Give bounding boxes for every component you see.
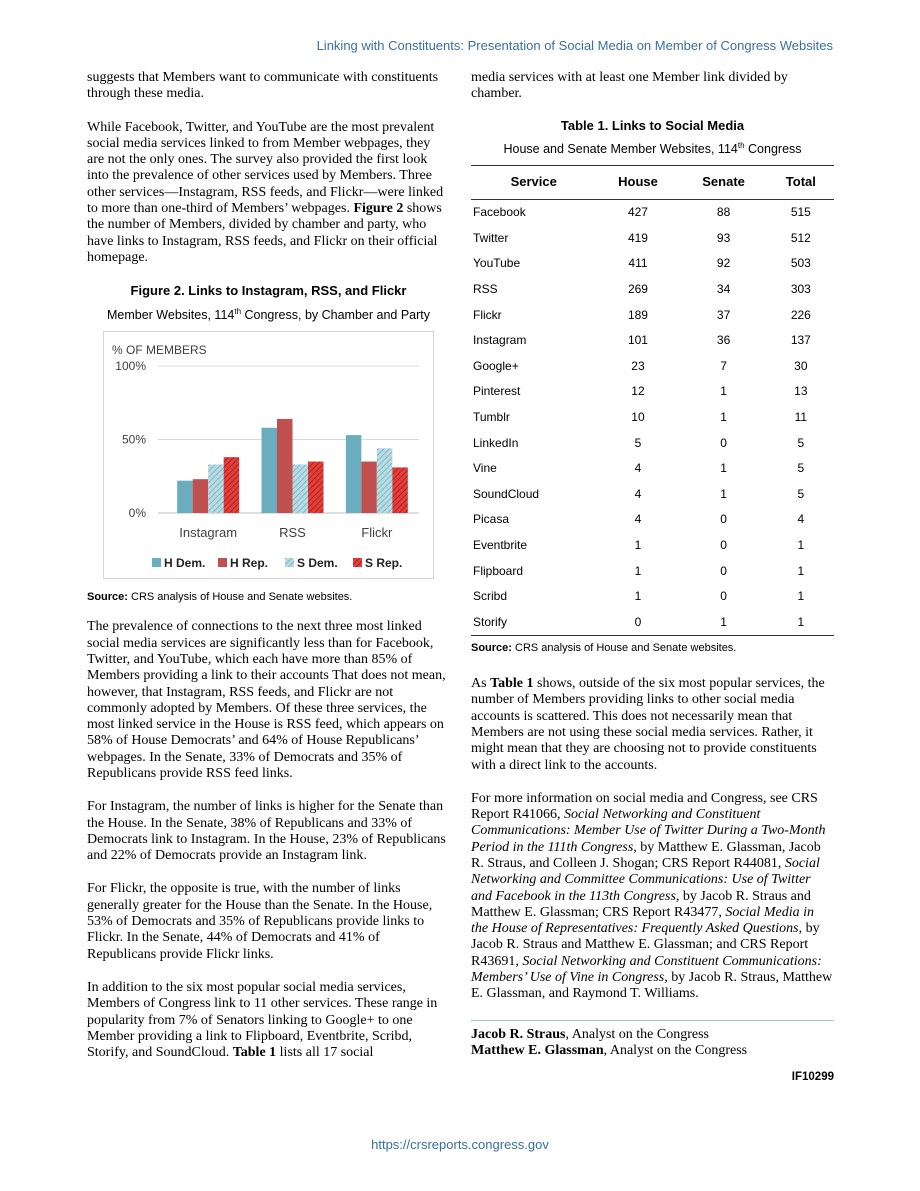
count-cell: 12 [631, 384, 645, 399]
bar-chart [104, 332, 433, 578]
service-cell: Facebook [473, 205, 526, 220]
count-cell: 11 [794, 410, 808, 425]
chart-container [103, 331, 434, 579]
count-cell: 4 [634, 512, 642, 527]
table-row [471, 276, 834, 302]
service-cell: Vine [473, 461, 497, 476]
count-cell: 515 [790, 205, 811, 220]
legend-label: S Rep. [365, 556, 403, 571]
service-cell: Scribd [473, 589, 508, 604]
count-cell: 4 [634, 461, 642, 476]
count-cell: 5 [797, 435, 805, 450]
count-cell: 37 [716, 307, 731, 322]
paragraph: media services with at least one Member link divided by chamber. [471, 70, 788, 102]
service-cell: Tumblr [473, 410, 510, 425]
count-cell: 88 [716, 205, 731, 220]
count-cell: 1 [720, 461, 727, 476]
source-text: CRS analysis of House and Senate websites. [127, 591, 353, 604]
bar-h-rep [193, 479, 209, 513]
legend-swatch [152, 558, 161, 567]
legend-label: H Dem. [164, 556, 206, 571]
text-run: lists all 17 social [276, 1045, 374, 1061]
table-source [471, 640, 834, 656]
x-tick-label: RSS [279, 525, 306, 541]
count-cell: 1 [720, 384, 727, 399]
text-run: shows the number of Members, divided by chamber and party, who have links to Instagram, RSS feeds, and Flickr on their official homepage. [87, 201, 442, 265]
count-cell: 36 [716, 333, 731, 348]
author-name: Jacob R. Straus [471, 1026, 566, 1042]
count-cell: 269 [627, 282, 648, 297]
count-cell: 1 [797, 563, 805, 578]
text-run: Congress, by Chamber and Party [241, 307, 431, 322]
paragraph: For Instagram, the number of links is higher for the Senate than the House. In the Senate, 38% of Republicans and 33% of Democrats link to Instagram. In the House, 23% of Republicans and 22% of Democrats provide an Instagram link. [87, 799, 446, 864]
service-cell: Flickr [473, 307, 502, 322]
bar-h-dem [262, 428, 278, 513]
legend-swatch [353, 558, 362, 567]
paragraph [471, 791, 834, 1003]
paragraph [87, 980, 450, 1061]
count-cell: 1 [634, 538, 642, 552]
superscript: th [737, 140, 745, 150]
service-cell: Storify [471, 609, 596, 635]
service-cell: LinkedIn [473, 435, 519, 450]
bar-s-dem [293, 465, 309, 514]
text-run: , by Jacob R. Straus, Matthew E. Glassman, and Raymond T. Williams. [471, 970, 833, 1002]
count-cell: 4 [797, 512, 805, 527]
count-cell: 0 [720, 589, 727, 604]
table-row [471, 404, 834, 430]
figure-subtitle [87, 304, 450, 323]
bar-s-rep [224, 457, 240, 513]
paragraph: For Flickr, the opposite is true, with the number of links generally greater for the House than the Senate. In the House, 53% of Democrats and 35% of Republicans provide links to Flickr. In the Senate, 44% of Democrats and 41% of Republicans provide Flickr links. [87, 881, 433, 962]
count-cell: 34 [716, 282, 731, 297]
service-cell: Picasa [473, 512, 510, 527]
count-cell: 0 [720, 435, 727, 450]
text-run: While Facebook, Twitter, and YouTube are the most prevalent social media services linked to from Member webpages, they are not the only ones. The survey also provided the first look into the prevalence of other services used by Members. Three other services—Instagram, RSS feeds, and Flickr—were linked to more than one-third of Members’ webpages. [87, 119, 444, 217]
table-row [471, 379, 834, 405]
count-cell: 1 [720, 486, 727, 501]
legend-swatch [285, 558, 294, 567]
figure-2 [87, 283, 450, 605]
count-cell: 303 [790, 282, 811, 297]
y-tick-label: 100% [115, 359, 146, 374]
count-cell: 101 [627, 333, 648, 348]
count-cell: 137 [790, 333, 811, 348]
table-reference: Table 1 [490, 676, 534, 692]
count-cell: 7 [720, 358, 727, 373]
report-code: IF10299 [791, 1071, 834, 1084]
table-row [471, 199, 834, 225]
text-run: , by Jacob R. Straus and Matthew E. Glassman; CRS Report R43477, [471, 888, 811, 920]
paragraph [87, 120, 450, 267]
column-header: House [596, 166, 679, 199]
count-cell: 4 [634, 486, 642, 501]
service-cell: RSS [473, 282, 498, 297]
count-cell: 1 [680, 609, 768, 635]
count-cell: 189 [627, 307, 648, 322]
text-run: House and Senate Member Websites, 114 [503, 142, 738, 157]
service-cell: SoundCloud [473, 486, 540, 501]
count-cell: 419 [627, 230, 648, 245]
text-run: Congress [744, 142, 802, 157]
source-text: CRS analysis of House and Senate websites. [511, 641, 737, 654]
table-row [471, 456, 834, 482]
service-cell: Google+ [473, 358, 519, 373]
table-row [471, 251, 834, 277]
table-row [471, 558, 834, 584]
text-run: , by Matthew E. Glassman, Jacob R. Straus, and Colleen J. Shogan; CRS Report R44081, [471, 839, 821, 871]
author-name: Matthew E. Glassman [471, 1042, 604, 1058]
service-cell: Flipboard [473, 563, 524, 578]
legend-label: H Rep. [230, 556, 269, 571]
table-reference: Table 1 [232, 1045, 277, 1061]
text-run: For more information on social media and Congress, see CRS Report R41066, [471, 790, 818, 823]
report-title: Social Networking and Constituent Communications: Members’ Use of Vine in Congress [471, 953, 822, 986]
superscript: th [234, 306, 242, 316]
count-cell: 10 [631, 410, 645, 425]
column-header: Senate [680, 166, 768, 199]
count-cell: 1 [797, 538, 805, 552]
count-cell: 226 [790, 307, 811, 322]
table-row [471, 430, 834, 456]
author-block [471, 1020, 834, 1060]
count-cell: 503 [790, 256, 811, 271]
count-cell: 13 [794, 384, 808, 399]
footer-url[interactable]: https://crsreports.congress.gov [371, 1137, 549, 1152]
text-run: Member Websites, 114 [106, 307, 235, 322]
bar-h-rep [277, 419, 293, 513]
x-tick-label: Flickr [361, 525, 393, 541]
y-axis-label: % OF MEMBERS [112, 343, 207, 358]
count-cell: 93 [716, 230, 731, 245]
text-run: , by Jacob R. Straus and Matthew E. Glassman; and CRS Report R43691, [471, 921, 820, 969]
left-column [87, 70, 450, 1078]
figure-title: Figure 2. Links to Instagram, RSS, and Flickr [130, 283, 407, 299]
table-row [471, 481, 834, 507]
bar-h-dem [346, 435, 362, 513]
y-tick-label: 50% [121, 432, 146, 447]
count-cell: 1 [768, 609, 834, 635]
text-run: In addition to the six most popular social media services, Members of Congress link to 11 other services. These range in popularity from 7% of Senators linking to Google+ to one Member providing a link to Flipboard, Eventbrite, Scribd, Storify, and SoundCloud. [87, 979, 438, 1061]
bar-s-dem [377, 448, 393, 513]
count-cell: 411 [628, 256, 648, 271]
table-row [471, 225, 834, 251]
source-label: Source: [87, 591, 128, 604]
text-run: shows, outside of the six most popular services, the number of Members providing links to other social media accounts is scattered. This does not necessarily mean that Members are not using these social media services. Rather, it might mean that they are choosing not to provide constituents with a direct link to the accounts. [471, 676, 825, 773]
service-cell: Instagram [473, 333, 527, 348]
author-role: , Analyst on the Congress [603, 1042, 748, 1058]
table-header-row [471, 166, 834, 199]
table-1 [471, 118, 834, 656]
bar-s-rep [392, 467, 408, 513]
text-run: As [471, 676, 491, 692]
table-subtitle [471, 138, 834, 157]
social-media-table [471, 165, 834, 635]
legend-swatch [218, 558, 227, 567]
table-row [471, 609, 834, 635]
paragraph: suggests that Members want to communicate with constituents through these media. [87, 70, 439, 102]
count-cell: 23 [631, 358, 645, 373]
x-tick-label: Instagram [179, 525, 238, 541]
table-body [471, 199, 834, 635]
author-line [471, 1043, 834, 1059]
running-header: Linking with Constituents: Presentation of Social Media on Member of Congress Websites [316, 38, 833, 53]
bar-h-dem [177, 481, 193, 513]
paragraph [471, 676, 834, 774]
count-cell: 1 [634, 563, 642, 578]
count-cell: 427 [627, 205, 648, 220]
figure-source [87, 589, 450, 605]
report-title: Social Media in the House of Representatives: Frequently Asked Questions [471, 904, 814, 937]
service-cell: Eventbrite [473, 538, 528, 552]
table-row [471, 532, 834, 558]
author-line [471, 1027, 834, 1043]
column-header: Service [471, 166, 596, 199]
table-row [471, 353, 834, 379]
count-cell: 512 [790, 230, 811, 245]
count-cell: 0 [720, 512, 727, 527]
count-cell: 0 [596, 609, 679, 635]
count-cell: 5 [797, 461, 805, 476]
table-row [471, 302, 834, 328]
count-cell: 0 [720, 563, 727, 578]
table-row [471, 328, 834, 354]
service-cell: YouTube [473, 256, 521, 271]
count-cell: 5 [797, 486, 805, 501]
service-cell: Twitter [473, 230, 509, 245]
bar-h-rep [361, 462, 377, 513]
table-row [471, 584, 834, 610]
count-cell: 30 [794, 358, 808, 373]
paragraph: The prevalence of connections to the next three most linked social media services are significantly less than for Facebook, Twitter, and YouTube, which each have more than 85% of Members providing a link to their accounts That does not mean, however, that Instagram, RSS feeds, and Flickr are not commonly adopted by Members. Of these three services, the most linked service in the House is RSS feed, which appears on 58% of House Democrats’ and 64% of House Republicans’ webpages. In the Senate, 33% of Democrats and 35% of Republicans provide RSS feed links. [87, 619, 446, 781]
count-cell: 92 [716, 256, 731, 271]
count-cell: 1 [720, 410, 727, 425]
bar-s-rep [308, 462, 324, 513]
count-cell: 1 [797, 589, 805, 604]
service-cell: Pinterest [473, 384, 521, 399]
bar-s-dem [208, 465, 224, 514]
figure-reference: Figure 2 [353, 201, 404, 217]
report-title: Social Networking and Committee Communications: Use of Twitter and Facebook in the 113th Congress [471, 856, 820, 904]
count-cell: 5 [634, 435, 642, 450]
right-column [471, 70, 834, 1086]
source-label: Source: [471, 641, 512, 654]
table-title: Table 1. Links to Social Media [560, 117, 745, 133]
count-cell: 1 [634, 589, 642, 604]
y-tick-label: 0% [128, 506, 146, 521]
table-row [471, 507, 834, 533]
report-title: Social Networking and Constituent Communications: Member Use of Twitter During a Two-Month Period in the 111th Congress [471, 807, 826, 855]
legend-label: S Dem. [297, 556, 338, 571]
author-role: , Analyst on the Congress [565, 1026, 710, 1042]
count-cell: 0 [720, 538, 727, 552]
column-header: Total [768, 166, 834, 199]
